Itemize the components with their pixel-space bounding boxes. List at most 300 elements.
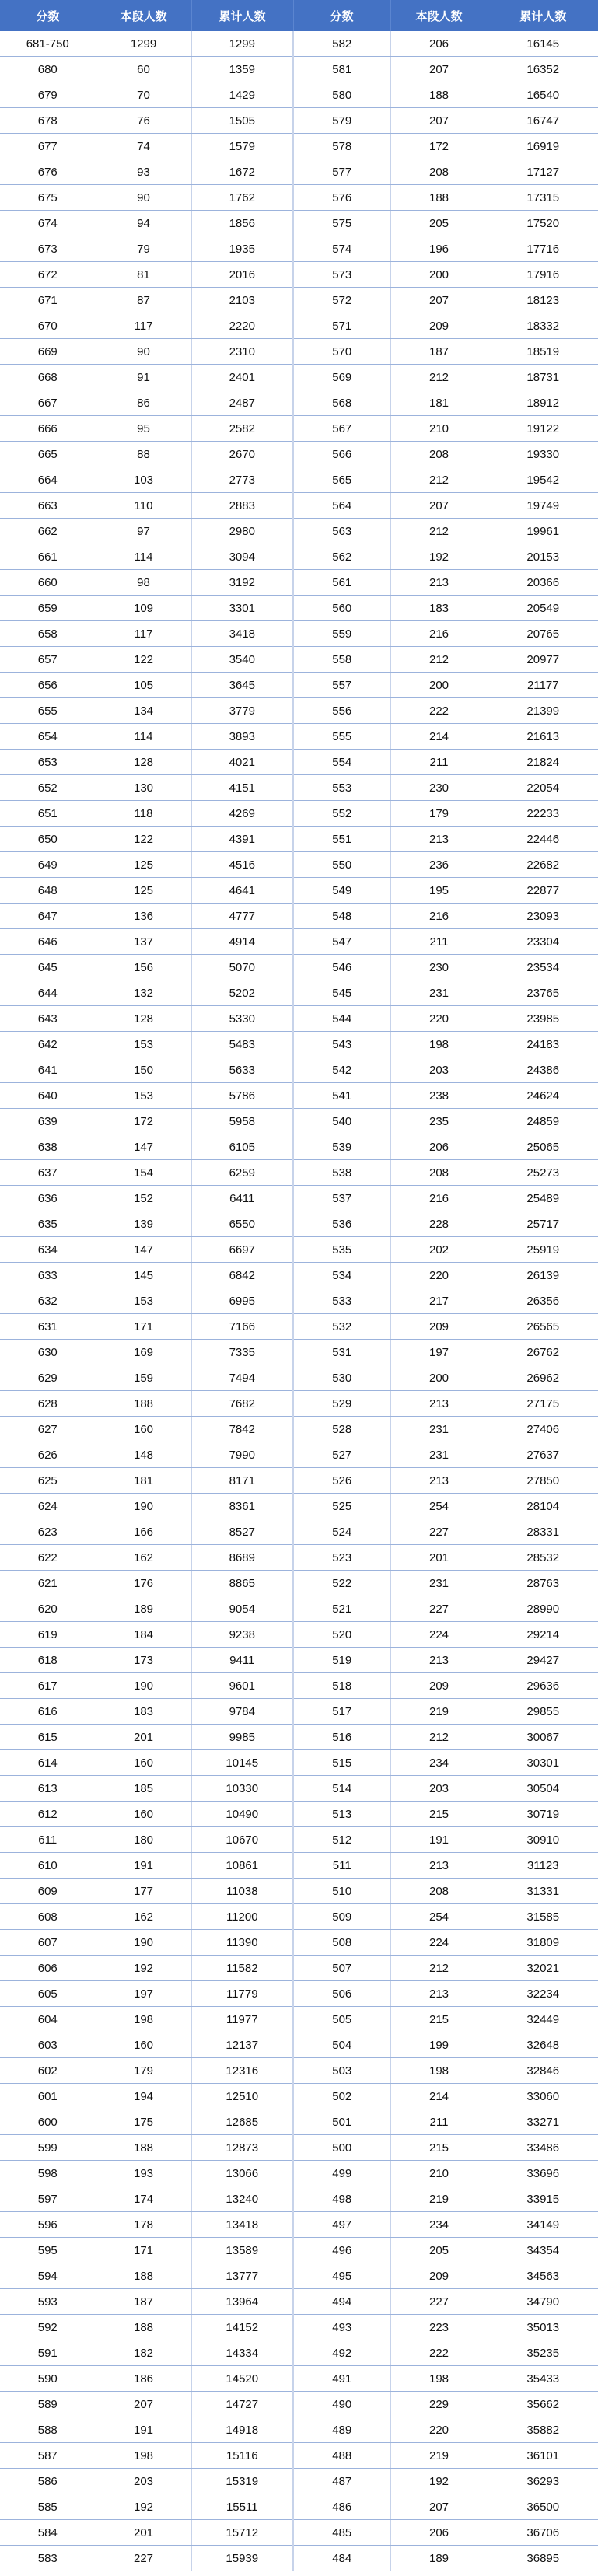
cell-count-left: 190 — [96, 1673, 191, 1699]
cell-count-left: 188 — [96, 2263, 191, 2289]
cell-cumulative-right: 34354 — [488, 2238, 598, 2263]
cell-score-left: 648 — [0, 878, 96, 904]
cell-score-left: 637 — [0, 1160, 96, 1186]
cell-score-left: 586 — [0, 2469, 96, 2494]
cell-cumulative-left: 9238 — [191, 1622, 293, 1648]
cell-score-left: 643 — [0, 1006, 96, 1032]
cell-score-left: 603 — [0, 2032, 96, 2058]
cell-cumulative-left: 14520 — [191, 2366, 293, 2392]
cell-score-right: 542 — [293, 1057, 390, 1083]
cell-cumulative-left: 10330 — [191, 1776, 293, 1802]
cell-count-right: 209 — [390, 1673, 488, 1699]
cell-cumulative-right: 21177 — [488, 673, 598, 698]
cell-score-right: 564 — [293, 493, 390, 519]
table-row — [0, 390, 598, 416]
cell-cumulative-left: 2401 — [191, 365, 293, 390]
table-row — [0, 1648, 598, 1673]
cell-score-right: 505 — [293, 2007, 390, 2032]
cell-count-left: 1299 — [96, 31, 191, 57]
cell-cumulative-right: 29855 — [488, 1699, 598, 1725]
cell-score-right: 486 — [293, 2494, 390, 2520]
cell-score-left: 667 — [0, 390, 96, 416]
cell-cumulative-right: 35662 — [488, 2392, 598, 2417]
cell-score-left: 617 — [0, 1673, 96, 1699]
table-row — [0, 31, 598, 57]
cell-cumulative-right: 30301 — [488, 1750, 598, 1776]
table-row — [0, 262, 598, 288]
cell-score-right: 546 — [293, 955, 390, 980]
cell-score-left: 646 — [0, 929, 96, 955]
cell-count-right: 207 — [390, 108, 488, 134]
table-row — [0, 1879, 598, 1904]
cell-cumulative-left: 3893 — [191, 724, 293, 750]
table-row — [0, 673, 598, 698]
table-row — [0, 1853, 598, 1879]
cell-score-left: 619 — [0, 1622, 96, 1648]
cell-score-right: 499 — [293, 2161, 390, 2186]
cell-cumulative-left: 4914 — [191, 929, 293, 955]
table-row — [0, 82, 598, 108]
cell-score-left: 622 — [0, 1545, 96, 1571]
cell-cumulative-left: 9985 — [191, 1725, 293, 1750]
cell-score-right: 494 — [293, 2289, 390, 2315]
cell-score-right: 521 — [293, 1596, 390, 1622]
cell-count-right: 207 — [390, 2494, 488, 2520]
cell-count-right: 215 — [390, 2135, 488, 2161]
cell-count-left: 182 — [96, 2340, 191, 2366]
table-row — [0, 1776, 598, 1802]
cell-cumulative-left: 9784 — [191, 1699, 293, 1725]
cell-cumulative-right: 19330 — [488, 442, 598, 467]
cell-cumulative-left: 12137 — [191, 2032, 293, 2058]
cell-count-right: 195 — [390, 878, 488, 904]
table-row — [0, 1442, 598, 1468]
cell-score-left: 673 — [0, 236, 96, 262]
table-row — [0, 2392, 598, 2417]
cell-cumulative-right: 23304 — [488, 929, 598, 955]
cell-cumulative-left: 2103 — [191, 288, 293, 313]
cell-count-right: 236 — [390, 852, 488, 878]
cell-count-left: 184 — [96, 1622, 191, 1648]
cell-cumulative-left: 9054 — [191, 1596, 293, 1622]
cell-cumulative-right: 30504 — [488, 1776, 598, 1802]
table-row — [0, 1673, 598, 1699]
cell-count-left: 136 — [96, 904, 191, 929]
cell-count-right: 205 — [390, 2238, 488, 2263]
cell-score-right: 555 — [293, 724, 390, 750]
cell-cumulative-right: 27175 — [488, 1391, 598, 1417]
cell-cumulative-left: 6411 — [191, 1186, 293, 1211]
cell-cumulative-left: 9411 — [191, 1648, 293, 1673]
cell-cumulative-right: 32234 — [488, 1981, 598, 2007]
cell-cumulative-right: 36706 — [488, 2520, 598, 2546]
cell-score-left: 660 — [0, 570, 96, 596]
cell-count-left: 186 — [96, 2366, 191, 2392]
cell-count-right: 200 — [390, 1365, 488, 1391]
cell-cumulative-left: 3645 — [191, 673, 293, 698]
cell-count-right: 223 — [390, 2315, 488, 2340]
cell-cumulative-left: 9601 — [191, 1673, 293, 1699]
cell-cumulative-left: 5330 — [191, 1006, 293, 1032]
table-row — [0, 904, 598, 929]
cell-score-right: 498 — [293, 2186, 390, 2212]
cell-cumulative-left: 15939 — [191, 2546, 293, 2571]
cell-count-left: 125 — [96, 852, 191, 878]
header-count-left: 本段人数 — [96, 0, 191, 31]
table-row — [0, 108, 598, 134]
cell-count-left: 125 — [96, 878, 191, 904]
cell-cumulative-right: 16540 — [488, 82, 598, 108]
cell-count-left: 128 — [96, 1006, 191, 1032]
cell-cumulative-left: 1299 — [191, 31, 293, 57]
cell-score-left: 672 — [0, 262, 96, 288]
cell-cumulative-left: 11977 — [191, 2007, 293, 2032]
cell-count-left: 190 — [96, 1930, 191, 1956]
cell-score-right: 512 — [293, 1827, 390, 1853]
cell-count-right: 211 — [390, 2109, 488, 2135]
cell-cumulative-right: 31585 — [488, 1904, 598, 1930]
cell-score-right: 574 — [293, 236, 390, 262]
cell-count-right: 222 — [390, 698, 488, 724]
cell-count-left: 109 — [96, 596, 191, 621]
cell-count-right: 219 — [390, 1699, 488, 1725]
cell-score-right: 489 — [293, 2417, 390, 2443]
cell-count-left: 192 — [96, 2494, 191, 2520]
cell-score-left: 621 — [0, 1571, 96, 1596]
cell-score-left: 624 — [0, 1494, 96, 1519]
cell-cumulative-right: 31331 — [488, 1879, 598, 1904]
cell-count-left: 197 — [96, 1981, 191, 2007]
cell-count-right: 212 — [390, 467, 488, 493]
cell-score-right: 502 — [293, 2084, 390, 2109]
cell-score-left: 589 — [0, 2392, 96, 2417]
cell-count-left: 105 — [96, 673, 191, 698]
cell-cumulative-right: 33915 — [488, 2186, 598, 2212]
cell-cumulative-left: 1935 — [191, 236, 293, 262]
cell-count-left: 103 — [96, 467, 191, 493]
cell-count-left: 198 — [96, 2007, 191, 2032]
cell-count-right: 208 — [390, 159, 488, 185]
cell-count-left: 177 — [96, 1879, 191, 1904]
table-row — [0, 2289, 598, 2315]
cell-cumulative-left: 15712 — [191, 2520, 293, 2546]
table-row — [0, 2135, 598, 2161]
cell-cumulative-right: 20153 — [488, 544, 598, 570]
cell-cumulative-left: 13777 — [191, 2263, 293, 2289]
cell-cumulative-right: 16145 — [488, 31, 598, 57]
cell-cumulative-right: 23093 — [488, 904, 598, 929]
cell-score-left: 647 — [0, 904, 96, 929]
cell-score-right: 563 — [293, 519, 390, 544]
cell-count-right: 220 — [390, 2417, 488, 2443]
cell-count-right: 211 — [390, 929, 488, 955]
cell-count-left: 162 — [96, 1904, 191, 1930]
cell-cumulative-right: 28532 — [488, 1545, 598, 1571]
cell-score-left: 604 — [0, 2007, 96, 2032]
cell-cumulative-right: 25717 — [488, 1211, 598, 1237]
cell-count-left: 70 — [96, 82, 191, 108]
cell-score-left: 598 — [0, 2161, 96, 2186]
table-row — [0, 1391, 598, 1417]
cell-count-left: 117 — [96, 313, 191, 339]
cell-count-right: 200 — [390, 673, 488, 698]
cell-score-right: 528 — [293, 1417, 390, 1442]
cell-count-left: 187 — [96, 2289, 191, 2315]
cell-cumulative-left: 1762 — [191, 185, 293, 211]
table-body — [0, 31, 598, 2571]
cell-cumulative-right: 23534 — [488, 955, 598, 980]
cell-score-right: 503 — [293, 2058, 390, 2084]
cell-score-right: 533 — [293, 1288, 390, 1314]
cell-cumulative-right: 16352 — [488, 57, 598, 82]
cell-count-left: 154 — [96, 1160, 191, 1186]
cell-cumulative-left: 5786 — [191, 1083, 293, 1109]
cell-score-left: 678 — [0, 108, 96, 134]
cell-score-left: 657 — [0, 647, 96, 673]
cell-count-left: 134 — [96, 698, 191, 724]
cell-cumulative-right: 30719 — [488, 1802, 598, 1827]
cell-cumulative-left: 2220 — [191, 313, 293, 339]
table-row — [0, 2109, 598, 2135]
cell-count-right: 213 — [390, 1981, 488, 2007]
header-row — [0, 0, 598, 31]
cell-score-right: 493 — [293, 2315, 390, 2340]
cell-count-right: 216 — [390, 621, 488, 647]
cell-count-left: 128 — [96, 750, 191, 775]
cell-score-left: 591 — [0, 2340, 96, 2366]
cell-count-right: 215 — [390, 2007, 488, 2032]
cell-count-right: 191 — [390, 1827, 488, 1853]
cell-cumulative-left: 1505 — [191, 108, 293, 134]
cell-cumulative-left: 2980 — [191, 519, 293, 544]
header-cumulative-left: 累计人数 — [191, 0, 293, 31]
cell-count-right: 231 — [390, 1571, 488, 1596]
cell-score-left: 644 — [0, 980, 96, 1006]
cell-cumulative-right: 18332 — [488, 313, 598, 339]
cell-score-left: 658 — [0, 621, 96, 647]
cell-score-right: 560 — [293, 596, 390, 621]
cell-count-right: 198 — [390, 1032, 488, 1057]
table-row — [0, 698, 598, 724]
cell-count-right: 207 — [390, 288, 488, 313]
cell-count-right: 219 — [390, 2186, 488, 2212]
cell-cumulative-right: 25919 — [488, 1237, 598, 1263]
table-row — [0, 2520, 598, 2546]
cell-count-left: 176 — [96, 1571, 191, 1596]
cell-score-left: 680 — [0, 57, 96, 82]
table-row — [0, 1237, 598, 1263]
cell-cumulative-left: 8689 — [191, 1545, 293, 1571]
cell-cumulative-right: 34563 — [488, 2263, 598, 2289]
table-row — [0, 1802, 598, 1827]
cell-count-left: 118 — [96, 801, 191, 827]
table-row — [0, 1417, 598, 1442]
cell-cumulative-left: 1359 — [191, 57, 293, 82]
cell-count-right: 201 — [390, 1545, 488, 1571]
table-row — [0, 1057, 598, 1083]
cell-count-left: 110 — [96, 493, 191, 519]
cell-cumulative-right: 22877 — [488, 878, 598, 904]
table-row — [0, 1263, 598, 1288]
cell-count-right: 229 — [390, 2392, 488, 2417]
cell-score-right: 536 — [293, 1211, 390, 1237]
cell-score-left: 638 — [0, 1134, 96, 1160]
cell-count-left: 145 — [96, 1263, 191, 1288]
cell-count-right: 227 — [390, 1519, 488, 1545]
cell-cumulative-right: 18519 — [488, 339, 598, 365]
table-row — [0, 801, 598, 827]
cell-count-right: 234 — [390, 1750, 488, 1776]
cell-count-left: 160 — [96, 2032, 191, 2058]
cell-cumulative-left: 5958 — [191, 1109, 293, 1134]
cell-score-left: 601 — [0, 2084, 96, 2109]
cell-count-left: 173 — [96, 1648, 191, 1673]
cell-count-left: 147 — [96, 1237, 191, 1263]
cell-count-left: 148 — [96, 1442, 191, 1468]
cell-cumulative-right: 22682 — [488, 852, 598, 878]
cell-count-right: 210 — [390, 416, 488, 442]
cell-cumulative-right: 19542 — [488, 467, 598, 493]
cell-cumulative-right: 16747 — [488, 108, 598, 134]
table-row — [0, 1981, 598, 2007]
cell-count-left: 114 — [96, 724, 191, 750]
cell-count-right: 209 — [390, 1314, 488, 1340]
cell-cumulative-left: 15116 — [191, 2443, 293, 2469]
cell-cumulative-left: 3779 — [191, 698, 293, 724]
cell-score-left: 605 — [0, 1981, 96, 2007]
table-row — [0, 929, 598, 955]
cell-count-right: 206 — [390, 31, 488, 57]
cell-count-right: 224 — [390, 1930, 488, 1956]
cell-count-right: 207 — [390, 493, 488, 519]
cell-count-left: 86 — [96, 390, 191, 416]
cell-cumulative-left: 4269 — [191, 801, 293, 827]
cell-count-left: 90 — [96, 185, 191, 211]
cell-cumulative-right: 31809 — [488, 1930, 598, 1956]
cell-score-left: 655 — [0, 698, 96, 724]
cell-count-left: 188 — [96, 2135, 191, 2161]
cell-cumulative-left: 15511 — [191, 2494, 293, 2520]
table-row — [0, 724, 598, 750]
cell-count-right: 183 — [390, 596, 488, 621]
cell-score-right: 543 — [293, 1032, 390, 1057]
cell-score-right: 571 — [293, 313, 390, 339]
table-row — [0, 57, 598, 82]
table-row — [0, 1725, 598, 1750]
cell-score-right: 496 — [293, 2238, 390, 2263]
cell-count-right: 198 — [390, 2366, 488, 2392]
cell-count-left: 147 — [96, 1134, 191, 1160]
cell-cumulative-left: 6842 — [191, 1263, 293, 1288]
cell-count-right: 202 — [390, 1237, 488, 1263]
cell-count-right: 222 — [390, 2340, 488, 2366]
cell-score-right: 526 — [293, 1468, 390, 1494]
cell-count-left: 81 — [96, 262, 191, 288]
cell-cumulative-left: 7682 — [191, 1391, 293, 1417]
cell-score-left: 642 — [0, 1032, 96, 1057]
cell-cumulative-left: 5483 — [191, 1032, 293, 1057]
cell-cumulative-right: 26356 — [488, 1288, 598, 1314]
cell-score-right: 531 — [293, 1340, 390, 1365]
cell-count-left: 98 — [96, 570, 191, 596]
cell-cumulative-left: 8171 — [191, 1468, 293, 1494]
cell-count-right: 206 — [390, 2520, 488, 2546]
table-row — [0, 2186, 598, 2212]
cell-cumulative-right: 28331 — [488, 1519, 598, 1545]
cell-count-right: 254 — [390, 1904, 488, 1930]
cell-count-right: 212 — [390, 365, 488, 390]
cell-score-left: 626 — [0, 1442, 96, 1468]
cell-cumulative-left: 12510 — [191, 2084, 293, 2109]
cell-cumulative-left: 14727 — [191, 2392, 293, 2417]
cell-count-right: 209 — [390, 313, 488, 339]
cell-count-left: 90 — [96, 339, 191, 365]
cell-count-right: 219 — [390, 2443, 488, 2469]
cell-cumulative-left: 7335 — [191, 1340, 293, 1365]
cell-score-left: 611 — [0, 1827, 96, 1853]
cell-score-right: 553 — [293, 775, 390, 801]
table-row — [0, 980, 598, 1006]
cell-score-right: 485 — [293, 2520, 390, 2546]
cell-count-left: 153 — [96, 1083, 191, 1109]
cell-cumulative-left: 1429 — [191, 82, 293, 108]
cell-cumulative-right: 30910 — [488, 1827, 598, 1853]
table-row — [0, 1468, 598, 1494]
cell-score-right: 500 — [293, 2135, 390, 2161]
cell-count-left: 172 — [96, 1109, 191, 1134]
cell-count-right: 207 — [390, 57, 488, 82]
cell-count-left: 91 — [96, 365, 191, 390]
cell-score-right: 523 — [293, 1545, 390, 1571]
cell-score-left: 666 — [0, 416, 96, 442]
cell-score-left: 636 — [0, 1186, 96, 1211]
cell-cumulative-left: 2582 — [191, 416, 293, 442]
cell-cumulative-left: 3094 — [191, 544, 293, 570]
cell-score-right: 582 — [293, 31, 390, 57]
cell-score-left: 597 — [0, 2186, 96, 2212]
cell-cumulative-right: 29214 — [488, 1622, 598, 1648]
cell-cumulative-right: 36895 — [526, 2551, 560, 2565]
table-row — [0, 365, 598, 390]
table-row — [0, 1365, 598, 1391]
cell-cumulative-right: 24386 — [488, 1057, 598, 1083]
cell-count-right: 172 — [390, 134, 488, 159]
table-row — [0, 570, 598, 596]
cell-cumulative-right: 19961 — [488, 519, 598, 544]
cell-cumulative-right: 22446 — [488, 827, 598, 852]
cell-count-right: 228 — [390, 1211, 488, 1237]
cell-cumulative-right: 23985 — [488, 1006, 598, 1032]
cell-score-left: 668 — [0, 365, 96, 390]
cell-count-left: 152 — [96, 1186, 191, 1211]
cell-score-right: 530 — [293, 1365, 390, 1391]
cell-count-right: 238 — [390, 1083, 488, 1109]
cell-score-left: 679 — [0, 82, 96, 108]
cell-cumulative-left: 4151 — [191, 775, 293, 801]
cell-cumulative-left: 11582 — [191, 1956, 293, 1981]
cell-score-left: 583 — [0, 2546, 96, 2571]
cell-score-left: 593 — [0, 2289, 96, 2315]
cell-score-right: 497 — [293, 2212, 390, 2238]
cell-count-right: 206 — [390, 1134, 488, 1160]
cell-cumulative-right: 24859 — [488, 1109, 598, 1134]
cell-score-right: 550 — [293, 852, 390, 878]
table-row — [0, 647, 598, 673]
cell-score-left: 674 — [0, 211, 96, 236]
table-row — [0, 1750, 598, 1776]
cell-cumulative-right: 34149 — [488, 2212, 598, 2238]
cell-cumulative-right: 34790 — [488, 2289, 598, 2315]
